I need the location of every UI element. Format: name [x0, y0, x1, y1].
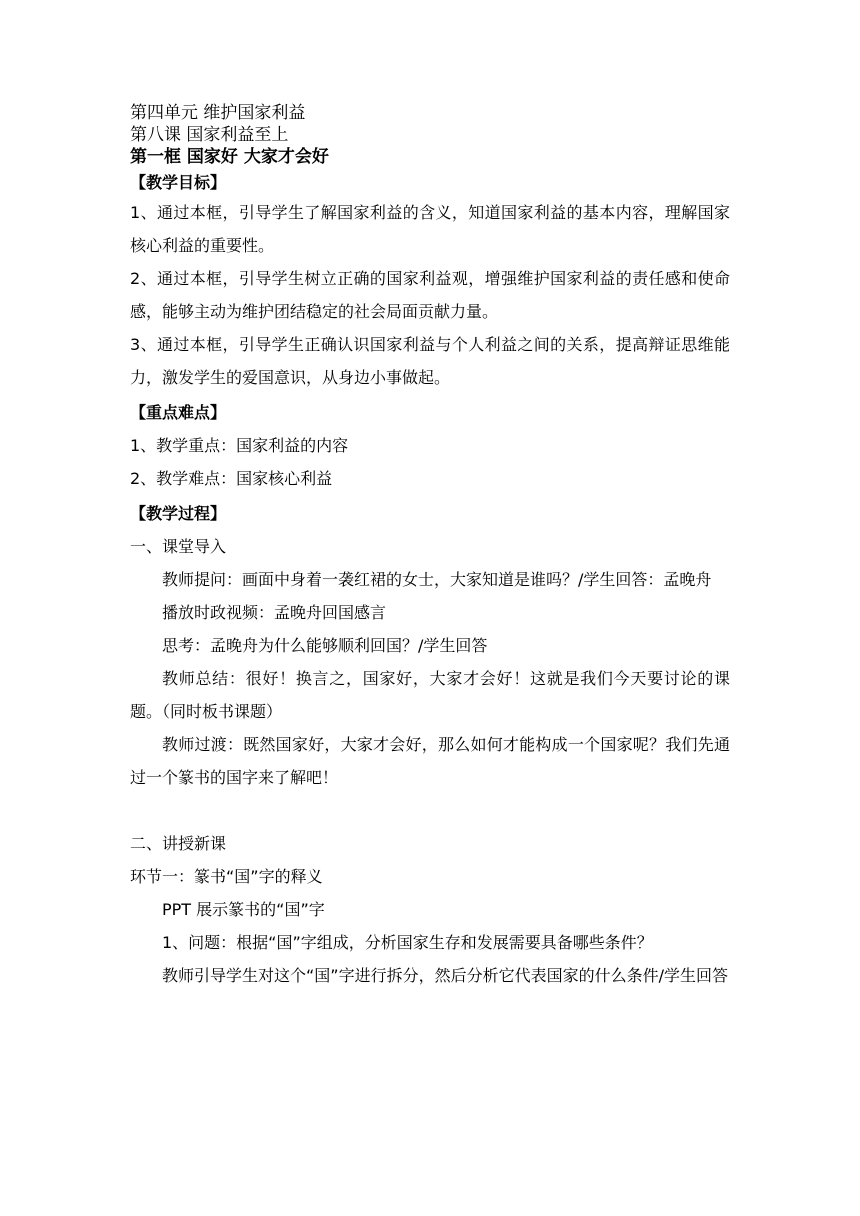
new-lesson-heading: 二、讲授新课	[130, 834, 227, 853]
link1-item: PPT 展示篆书的“国”字	[162, 900, 325, 919]
frame-title: 第一框 国家好 大家才会好	[130, 147, 329, 167]
key-heading: 【重点难点】	[130, 403, 227, 422]
intro-item: 播放时政视频：孟晚舟回国感言	[162, 603, 387, 622]
intro-item: 思考：孟晚舟为什么能够顺利回国？/学生回答	[162, 636, 488, 655]
link1-item: 教师引导学生对这个“国”字进行拆分，然后分析它代表国家的什么条件/学生回答	[162, 966, 728, 985]
intro-item: 教师总结：很好！换言之，国家好，大家才会好！这就是我们今天要讨论的课题。（同时板书课题）	[130, 669, 730, 721]
key-item: 2、教学难点：国家核心利益	[130, 469, 333, 488]
key-item: 1、教学重点：国家利益的内容	[130, 436, 349, 455]
link1-item: 1、问题：根据“国”字组成，分析国家生存和发展需要具备哪些条件？	[162, 933, 653, 952]
document-page	[130, 102, 730, 992]
intro-item: 教师提问：画面中身着一袭红裙的女士，大家知道是谁吗？/学生回答：孟晚舟	[162, 570, 712, 589]
goal-item: 3、通过本框，引导学生正确认识国家利益与个人利益之间的关系，提高辩证思维能力，激发学生的爱国意识，从身边小事做起。	[130, 335, 730, 387]
intro-item: 教师过渡：既然国家好，大家才会好，那么如何才能构成一个国家呢？我们先通过一个篆书的国字来了解吧！	[130, 735, 730, 787]
intro-heading: 一、课堂导入	[130, 537, 227, 556]
lesson-title: 第八课 国家利益至上	[130, 125, 289, 145]
unit-title: 第四单元 维护国家利益	[130, 103, 306, 123]
process-heading: 【教学过程】	[130, 504, 227, 523]
goal-item: 2、通过本框，引导学生树立正确的国家利益观，增强维护国家利益的责任感和使命感，能够主动为维护团结稳定的社会局面贡献力量。	[130, 269, 730, 321]
blank-line	[130, 794, 730, 827]
goal-item: 1、通过本框，引导学生了解国家利益的含义，知道国家利益的基本内容，理解国家核心利益的重要性。	[130, 203, 730, 255]
goals-heading: 【教学目标】	[130, 173, 227, 192]
link1-heading: 环节一：篆书“国”字的释义	[130, 867, 323, 886]
